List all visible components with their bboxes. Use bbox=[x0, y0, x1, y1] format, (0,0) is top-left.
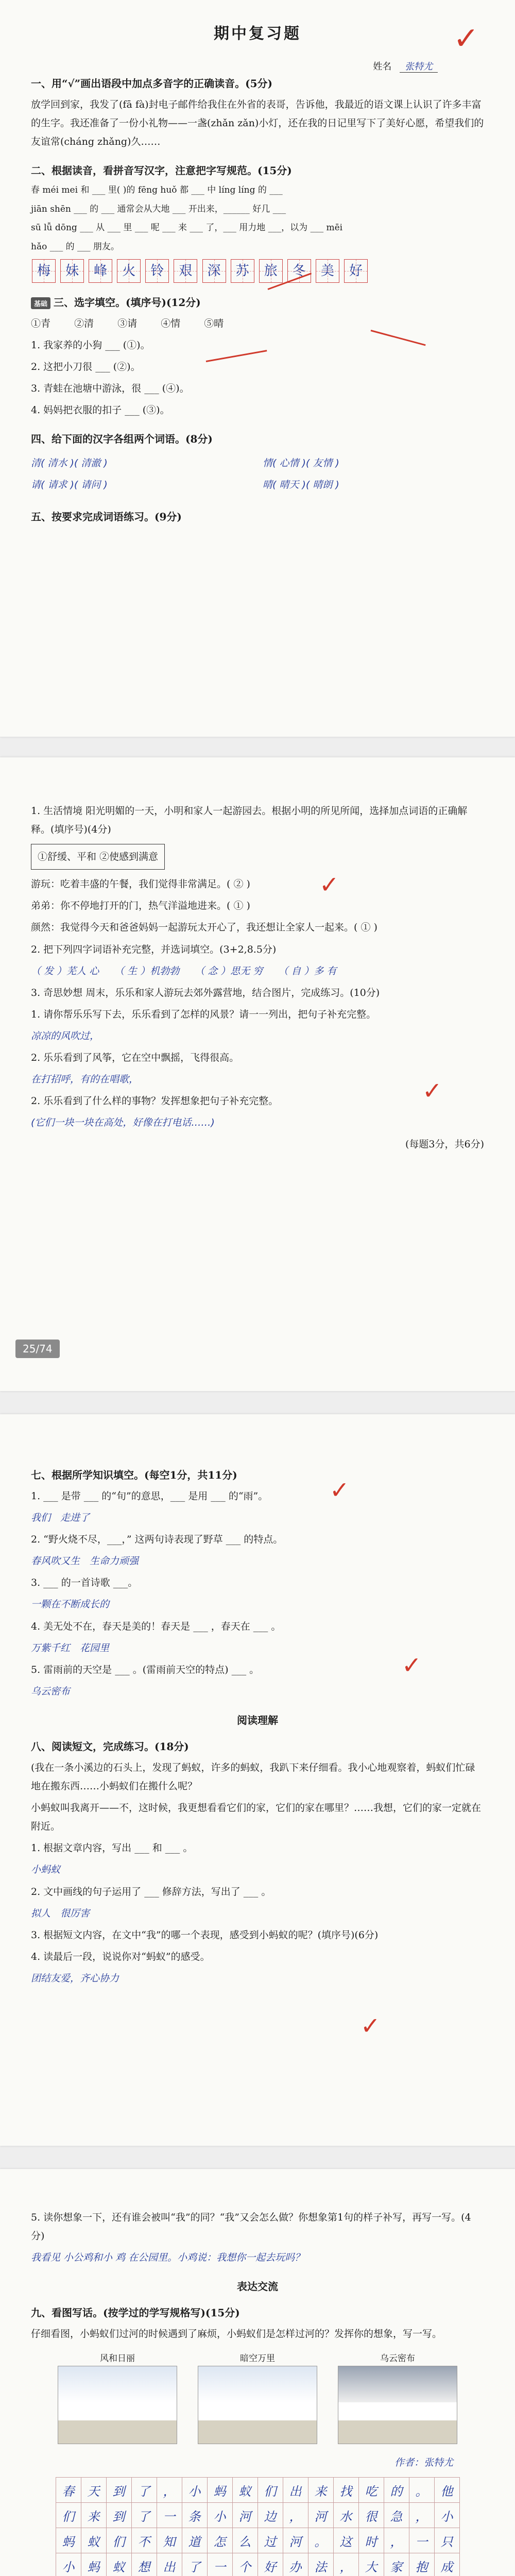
essay-cell: 他 bbox=[434, 2478, 459, 2503]
question-4: 2. 乐乐看到了什么样的事物？发挥想象把句子补充完整。 bbox=[31, 1095, 279, 1107]
essay-cell: 。 bbox=[409, 2478, 434, 2503]
word-pair: 清( 清水 )( 清澈 ) bbox=[31, 457, 108, 469]
essay-cell: 到 bbox=[106, 2503, 131, 2528]
author-note: 作者：张特尤 bbox=[394, 2457, 453, 2469]
section-4-title: 四、给下面的汉字各组两个词语。(8分) bbox=[31, 433, 213, 446]
grade-check-icon: ✓ bbox=[422, 1077, 442, 1105]
question-1-a: 游玩：吃着丰盛的午餐，我们觉得非常满足。( ② ) bbox=[31, 878, 250, 890]
essay-cell: 春 bbox=[56, 2478, 81, 2503]
essay-cell: 蚁 bbox=[232, 2478, 258, 2503]
answer-box: 艰 bbox=[174, 259, 197, 283]
essay-grid bbox=[56, 2477, 460, 2576]
question-4-answer: (它们一块一块在高处，好像在打电话……) bbox=[31, 1117, 215, 1129]
hand-answer: 在打招呼，有的在唱歌， bbox=[31, 1074, 139, 1086]
essay-cell: 边 bbox=[258, 2503, 283, 2528]
essay-cell: 只 bbox=[434, 2528, 459, 2553]
essay-row bbox=[56, 2478, 459, 2503]
section-7-item: 3. ___ 的一首诗歌 ___。 bbox=[31, 1577, 138, 1589]
worksheet-page-3 bbox=[0, 1414, 515, 2146]
essay-cell: 来 bbox=[81, 2503, 106, 2528]
essay-cell: 蚂 bbox=[56, 2528, 81, 2553]
section-2-line-2: jiān shēn ___ 的 ___ 通常会从大地 ___ 开出来，______ 好几 ___ bbox=[31, 204, 286, 214]
essay-cell: 水 bbox=[333, 2503, 358, 2528]
essay-cell: 们 bbox=[258, 2478, 283, 2503]
essay-cell: 成 bbox=[434, 2553, 459, 2576]
picture-caption: 乌云密布 bbox=[380, 2353, 415, 2364]
section-9-description: 仔细看图，小蚂蚁们过河的时候遇到了麻烦，小蚂蚁们是怎样过河的？发挥你的想象，写一写。 bbox=[31, 2328, 442, 2340]
hand-answer: 拟人 很厉害 bbox=[31, 1907, 90, 1919]
reading-heading: 阅读理解 bbox=[237, 1714, 278, 1726]
essay-row bbox=[56, 2528, 459, 2553]
section-2-title: 二、根据读音，看拼音写汉字，注意把字写规范。(15分) bbox=[31, 164, 292, 177]
essay-cell: ， bbox=[333, 2553, 358, 2576]
essay-cell: 这 bbox=[333, 2528, 358, 2553]
answer-box: 好 bbox=[344, 259, 368, 283]
page-counter: 25/74 bbox=[15, 1340, 60, 1358]
section-7-item: 5. 雷雨前的天空是 ___ 。(雷雨前天空的特点) ___ 。 bbox=[31, 1664, 260, 1675]
answer-box: 旅 bbox=[259, 259, 283, 283]
hand-answer: 万紫千红 花园里 bbox=[31, 1642, 110, 1654]
essay-cell: 们 bbox=[56, 2503, 81, 2528]
essay-cell: ， bbox=[384, 2528, 409, 2553]
word-pair: 晴( 晴天 )( 晴朗 ) bbox=[263, 479, 339, 491]
essay-cell: ， bbox=[157, 2478, 182, 2503]
essay-cell: 一 bbox=[207, 2553, 232, 2576]
essay-cell: 大 bbox=[358, 2553, 384, 2576]
section-8-title: 八、阅读短文，完成练习。(18分) bbox=[31, 1740, 189, 1753]
essay-cell: 了 bbox=[182, 2553, 207, 2576]
essay-cell: 了 bbox=[131, 2503, 157, 2528]
section-8-q3: 3. 根据短文内容，在文中“我”的哪一个表现，感受到小蚂蚁的呢？(填序号)(6分) bbox=[31, 1929, 379, 1941]
essay-cell: 河 bbox=[308, 2503, 333, 2528]
essay-cell: 家 bbox=[384, 2553, 409, 2576]
hand-answer: 我们 走进了 bbox=[31, 1512, 90, 1524]
section-7-title: 七、根据所学知识填空。(每空1分，共11分) bbox=[31, 1469, 237, 1481]
essay-cell: 一 bbox=[157, 2503, 182, 2528]
section-2-line-1: 春 méi mei 和 ___ 里( )的 fēng huǒ 都 ___ 中 líng líng 的 ___ bbox=[31, 185, 283, 196]
hand-answer: 小蚂蚁 bbox=[31, 1864, 61, 1876]
section-3-title: 基础 三、选字填空。(填序号)(12分) bbox=[31, 294, 484, 309]
grade-check-icon: ✓ bbox=[402, 1651, 422, 1679]
section-8-q4: 4. 读最后一段，说说你对“蚂蚁”的感受。 bbox=[31, 1951, 210, 1962]
question-1-b: 弟弟：你不停地打开的门，热气洋溢地进来。( ① ) bbox=[31, 900, 250, 912]
section-3-options: ①青 ②清 ③请 ④情 ⑤晴 bbox=[31, 317, 224, 329]
section-tag: 基础 bbox=[31, 297, 50, 309]
essay-cell: ， bbox=[283, 2503, 308, 2528]
essay-cell: 办 bbox=[283, 2553, 308, 2576]
worksheet-page-1 bbox=[0, 0, 515, 737]
essay-cell: 们 bbox=[106, 2528, 131, 2553]
essay-cell: 小 bbox=[182, 2478, 207, 2503]
essay-cell: 蚁 bbox=[81, 2528, 106, 2553]
hand-answer: 乌云密布 bbox=[31, 1685, 71, 1697]
essay-row bbox=[56, 2553, 459, 2576]
grade-check-icon: ✓ bbox=[360, 2012, 381, 2040]
section-8-q1: 1. 根据文章内容，写出 ___ 和 ___ 。 bbox=[31, 1842, 193, 1854]
essay-cell: 一 bbox=[409, 2528, 434, 2553]
essay-cell: 的 bbox=[384, 2478, 409, 2503]
essay-cell: 来 bbox=[308, 2478, 333, 2503]
essay-cell: 法 bbox=[308, 2553, 333, 2576]
essay-cell: 河 bbox=[232, 2503, 258, 2528]
essay-cell: 好 bbox=[258, 2553, 283, 2576]
essay-cell: ， bbox=[409, 2503, 434, 2528]
essay-cell: 条 bbox=[182, 2503, 207, 2528]
section-8-passage-2: 小蚂蚁叫我离开——不，这时候，我更想看看它们的家，它们的家在哪里？……我想，它们的家一定就在附近。 bbox=[31, 1802, 482, 1833]
question-2-answers: （ 发 ）芜人 心 （ 生 ）机勃勃 （ 念 ）思无 穷 （ 自 ）多 有 bbox=[31, 965, 337, 977]
grade-check-icon: ✓ bbox=[319, 871, 339, 899]
section-7-item: 4. 美无处不在，春天是美的！春天是 ___ ，春天在 ___ 。 bbox=[31, 1620, 281, 1632]
essay-cell: 找 bbox=[333, 2478, 358, 2503]
question-1-options: ①舒缓、平和 ②使感到满意 bbox=[31, 844, 165, 870]
section-2-line-4: hǎo ___ 的 ___ 朋友。 bbox=[31, 242, 119, 252]
essay-cell: 出 bbox=[157, 2553, 182, 2576]
picture-panel bbox=[58, 2353, 177, 2444]
section-3-item: 1. 我家养的小狗 ___ (①)。 bbox=[31, 339, 150, 351]
answer-box: 冬 bbox=[287, 259, 311, 283]
picture-strip bbox=[31, 2353, 484, 2444]
essay-cell: 出 bbox=[283, 2478, 308, 2503]
section-8-passage: (我在一条小溪边的石头上，发现了蚂蚁，许多的蚂蚁，我趴下来仔细看。我小心地观察着，蚂蚁们忙碌地在搬东西……小蚂蚁们在搬什么呢？ bbox=[31, 1761, 475, 1792]
essay-cell: 很 bbox=[358, 2503, 384, 2528]
worksheet-page-2 bbox=[0, 757, 515, 1391]
grade-check-icon: ✓ bbox=[453, 21, 479, 57]
page-title: 期中复习题 bbox=[214, 25, 301, 43]
section-3-item: 4. 妈妈把衣服的扣子 ___ (③)。 bbox=[31, 404, 170, 416]
section-2-line-3: sū lǚ dōng ___ 从 ___ 里 ___ 呢 ___ 来 ___ 了，___ 用力地 ___，以为 ___ mēi bbox=[31, 223, 343, 233]
essay-cell: 到 bbox=[106, 2478, 131, 2503]
essay-cell: 想 bbox=[131, 2553, 157, 2576]
name-label: 姓名 bbox=[373, 61, 392, 72]
picture-caption: 暗空万里 bbox=[240, 2353, 275, 2364]
picture-panel bbox=[338, 2353, 457, 2444]
word-pair: 情( 心情 )( 友情 ) bbox=[263, 457, 339, 469]
hand-answer: 团结友爱，齐心协力 bbox=[31, 1972, 119, 1984]
name-field bbox=[373, 59, 438, 73]
essay-cell: 道 bbox=[182, 2528, 207, 2553]
section-8-q2: 2. 文中画线的句子运用了 ___ 修辞方法，写出了 ___ 。 bbox=[31, 1886, 271, 1897]
section-4-answers bbox=[31, 451, 484, 497]
question-1-c: 颜然：我觉得今天和爸爸妈妈一起游玩太开心了，我还想让全家人一起来。( ① ) bbox=[31, 922, 377, 934]
answer-box: 妹 bbox=[60, 259, 84, 283]
essay-cell: 知 bbox=[157, 2528, 182, 2553]
question-3-a: 1. 请你帮乐乐写下去，乐乐看到了怎样的风景？请一一列出，把句子补充完整。 bbox=[31, 1008, 376, 1020]
essay-cell: 小 bbox=[56, 2553, 81, 2576]
essay-cell: 河 bbox=[283, 2528, 308, 2553]
essay-cell: 过 bbox=[258, 2528, 283, 2553]
section-7-item: 1. ___ 是带 ___ 的“旬”的意思，___ 是用 ___ 的“雨”。 bbox=[31, 1490, 268, 1502]
section-9-title: 九、看图写话。(按学过的学写规格写)(15分) bbox=[31, 2307, 240, 2319]
essay-cell: 不 bbox=[131, 2528, 157, 2553]
essay-cell: 时 bbox=[358, 2528, 384, 2553]
name-value: 张特尤 bbox=[400, 61, 438, 73]
section-1-title: 一、用“√”画出语段中加点多音字的正确读音。(5分) bbox=[31, 77, 272, 90]
answer-box: 火 bbox=[117, 259, 141, 283]
answer-box: 铃 bbox=[145, 259, 169, 283]
essay-cell: 。 bbox=[308, 2528, 333, 2553]
picture-caption: 风和日丽 bbox=[100, 2353, 135, 2364]
essay-cell: 蚂 bbox=[81, 2553, 106, 2576]
question-3: 3. 奇思妙想 周末，乐乐和家人游玩去郊外露营地，结合图片，完成练习。(10分) bbox=[31, 987, 380, 998]
section-3-item: 3. 青蛙在池塘中游泳，很 ___ (④)。 bbox=[31, 382, 190, 394]
essay-cell: 么 bbox=[232, 2528, 258, 2553]
essay-cell: 天 bbox=[81, 2478, 106, 2503]
question-1: 1. 生活情境 阳光明媚的一天，小明和家人一起游园去。根据小明的所见所闻，选择加点词语的正确解释。(填序号)(4分) bbox=[31, 805, 468, 836]
essay-cell: 蚂 bbox=[207, 2478, 232, 2503]
section-5-title: 五、按要求完成词语练习。(9分) bbox=[31, 511, 182, 523]
essay-cell: 了 bbox=[131, 2478, 157, 2503]
section-1-text: 放学回到家，我发了(fā fà)封电子邮件给我住在外省的表哥，告诉他，我最近的语文课上认识了许多丰富的生字。我还准备了一份小礼物——一盏(zhǎn zǎn)小灯，还在我的日记里写下了美好心愿，希望我们的友谊常(cháng zhǎng)久…… bbox=[31, 99, 484, 148]
word-pair: 请( 请求 )( 请问 ) bbox=[31, 479, 108, 491]
question-2: 2. 把下列四字词语补充完整，并选词填空。(3+2,8.5分) bbox=[31, 943, 277, 955]
answer-box: 峰 bbox=[89, 259, 112, 283]
question-5-answer: 我看见 小公鸡和小 鸡 在公园里。小鸡说：我想你一起去玩吗？ bbox=[31, 2252, 305, 2264]
section-6-score: (每题3分，共6分) bbox=[405, 1139, 484, 1150]
section-7-item: 2. “野火烧不尽，___，” 这两句诗表现了野草 ___ 的特点。 bbox=[31, 1534, 283, 1546]
essay-cell: 抱 bbox=[409, 2553, 434, 2576]
essay-cell: 蚁 bbox=[106, 2553, 131, 2576]
question-5: 5. 读你想象一下，还有谁会被叫“我”的同？“我”又会怎么做？你想象第1句的样子补写，再写一写。(4分) bbox=[31, 2212, 471, 2242]
hand-answer: 一颗在不断成长的 bbox=[31, 1599, 110, 1611]
section-3-item: 2. 这把小刀很 ___ (②)。 bbox=[31, 361, 141, 372]
writing-heading: 表达交流 bbox=[237, 2280, 278, 2293]
hand-answer: 春风吹又生 生命力顽强 bbox=[31, 1555, 139, 1567]
essay-cell: 小 bbox=[207, 2503, 232, 2528]
answer-box: 深 bbox=[202, 259, 226, 283]
answer-box: 美 bbox=[316, 259, 339, 283]
essay-cell: 急 bbox=[384, 2503, 409, 2528]
essay-row bbox=[56, 2503, 459, 2528]
grade-check-icon: ✓ bbox=[330, 1476, 350, 1504]
essay-cell: 个 bbox=[232, 2553, 258, 2576]
hand-answer: 凉凉的风吹过， bbox=[31, 1030, 100, 1042]
section-2-answer-boxes bbox=[31, 259, 484, 283]
answer-box: 苏 bbox=[231, 259, 254, 283]
essay-cell: 怎 bbox=[207, 2528, 232, 2553]
worksheet-page-4 bbox=[0, 2169, 515, 2576]
essay-cell: 吃 bbox=[358, 2478, 384, 2503]
essay-cell: 小 bbox=[434, 2503, 459, 2528]
answer-box: 梅 bbox=[32, 259, 56, 283]
picture-panel bbox=[198, 2353, 317, 2444]
question-3-b: 2. 乐乐看到了风筝，它在空中飘摇，飞得很高。 bbox=[31, 1052, 239, 1064]
